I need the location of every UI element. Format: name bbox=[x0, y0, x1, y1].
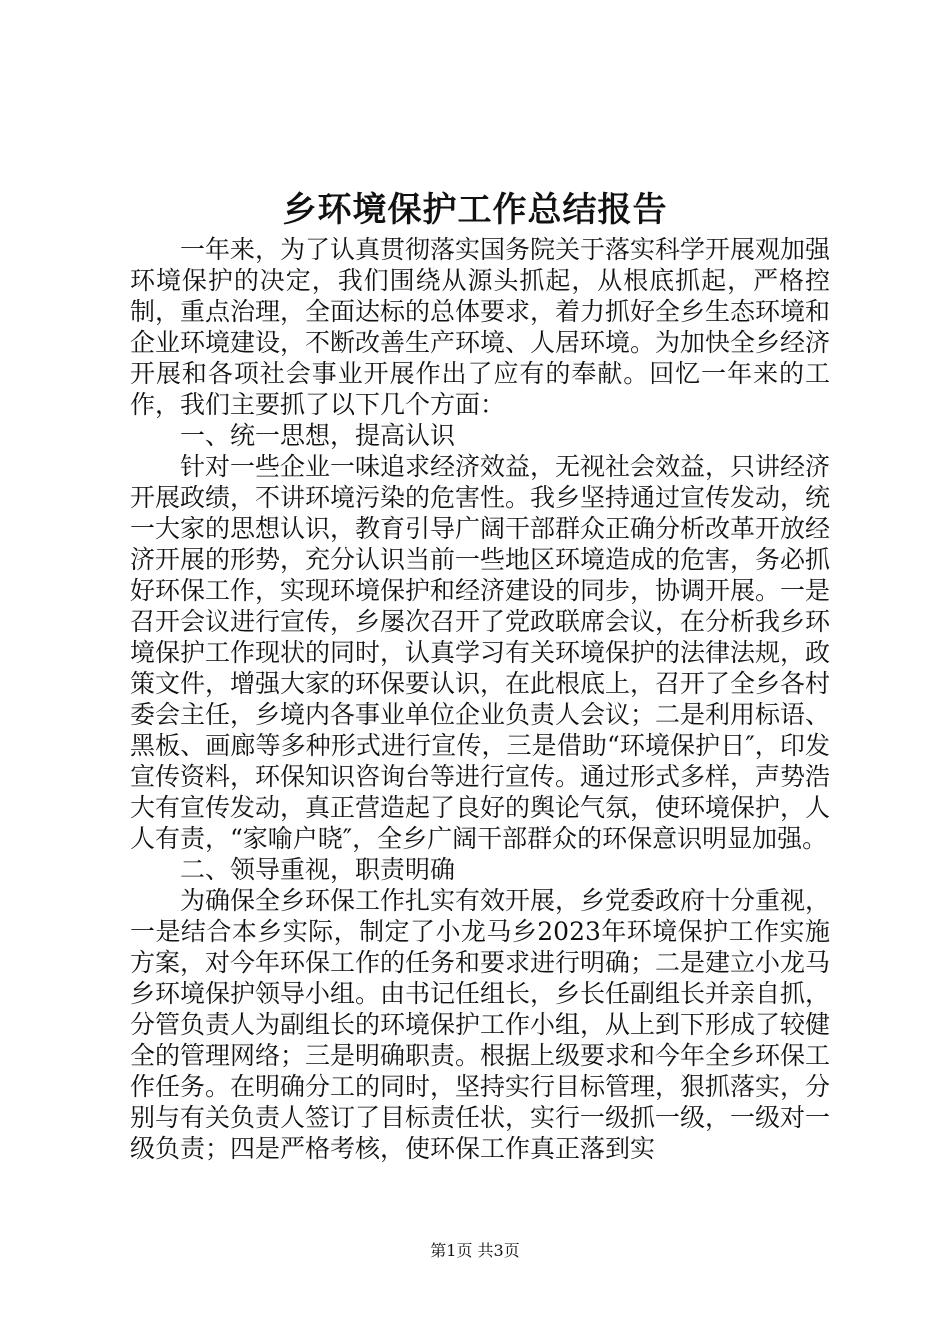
section-heading-2: 二、领导重视，职责明确 bbox=[180, 855, 456, 884]
paragraph-section-2: 为确保全乡环保工作扎实有效开展，乡党委政府十分重视，一是结合本乡实际，制定了小龙马乡2023年环境保护工作实施方案，对今年环保工作的任务和要求进行明确；二是建立小龙马乡环境保护领导小组。由书记任组长，乡长任副组长并亲自抓，分管负责人为副组长的环境保护工作小组，从上到下形成了较健全的管理网络；三是明确职责。根据上级要求和今年全乡环保工作任务。在明确分工的同时，坚持实行目标管理，狠抓落实，分别与有关负责人签订了目标责任状，实行一级抓一级，一级对一级负责；四是严格考核，使环保工作真正落到实 bbox=[130, 886, 831, 1163]
document-body bbox=[130, 234, 830, 1164]
document-title: 乡环境保护工作总结报告 bbox=[282, 190, 668, 230]
section-heading-1: 一、统一思想，提高认识 bbox=[180, 421, 456, 450]
paragraph-section-1: 针对一些企业一味追求经济效益，无视社会效益，只讲经济开展政绩，不讲环境污染的危害性。我乡坚持通过宣传发动，统一大家的思想认识，教育引导广阔干部群众正确分析改革开放经济开展的形势，充分认识当前一些地区环境造成的危害，务必抓好环保工作，实现环境保护和经济建设的同步，协调开展。一是召开会议进行宣传，乡屡次召开了党政联席会议，在分析我乡环境保护工作现状的同时，认真学习有关环境保护的法律法规，政策文件，增强大家的环保要认识，在此根底上，召开了全乡各村委会主任，乡境内各事业单位企业负责人会议；二是利用标语、黑板、画廊等多种形式进行宣传，三是借助“环境保护日″，印发宣传资料，环保知识咨询台等进行宣传。通过形式多样，声势浩大有宣传发动，真正营造起了良好的舆论气氛，使环境保护，人人有责，“家喻户晓″，全乡广阔干部群众的环保意识明显加强。 bbox=[130, 452, 831, 853]
paragraph-intro: 一年来，为了认真贯彻落实国务院关于落实科学开展观加强环境保护的决定，我们围绕从源头抓起，从根底抓起，严格控制，重点治理，全面达标的总体要求，着力抓好全乡生态环境和企业环境建设，不断改善生产环境、人居环境。为加快全乡经济开展和各项社会事业开展作出了应有的奉献。回忆一年来的工作，我们主要抓了以下几个方面： bbox=[130, 235, 831, 419]
page-number-footer: 第1页 共3页 bbox=[430, 1241, 520, 1260]
